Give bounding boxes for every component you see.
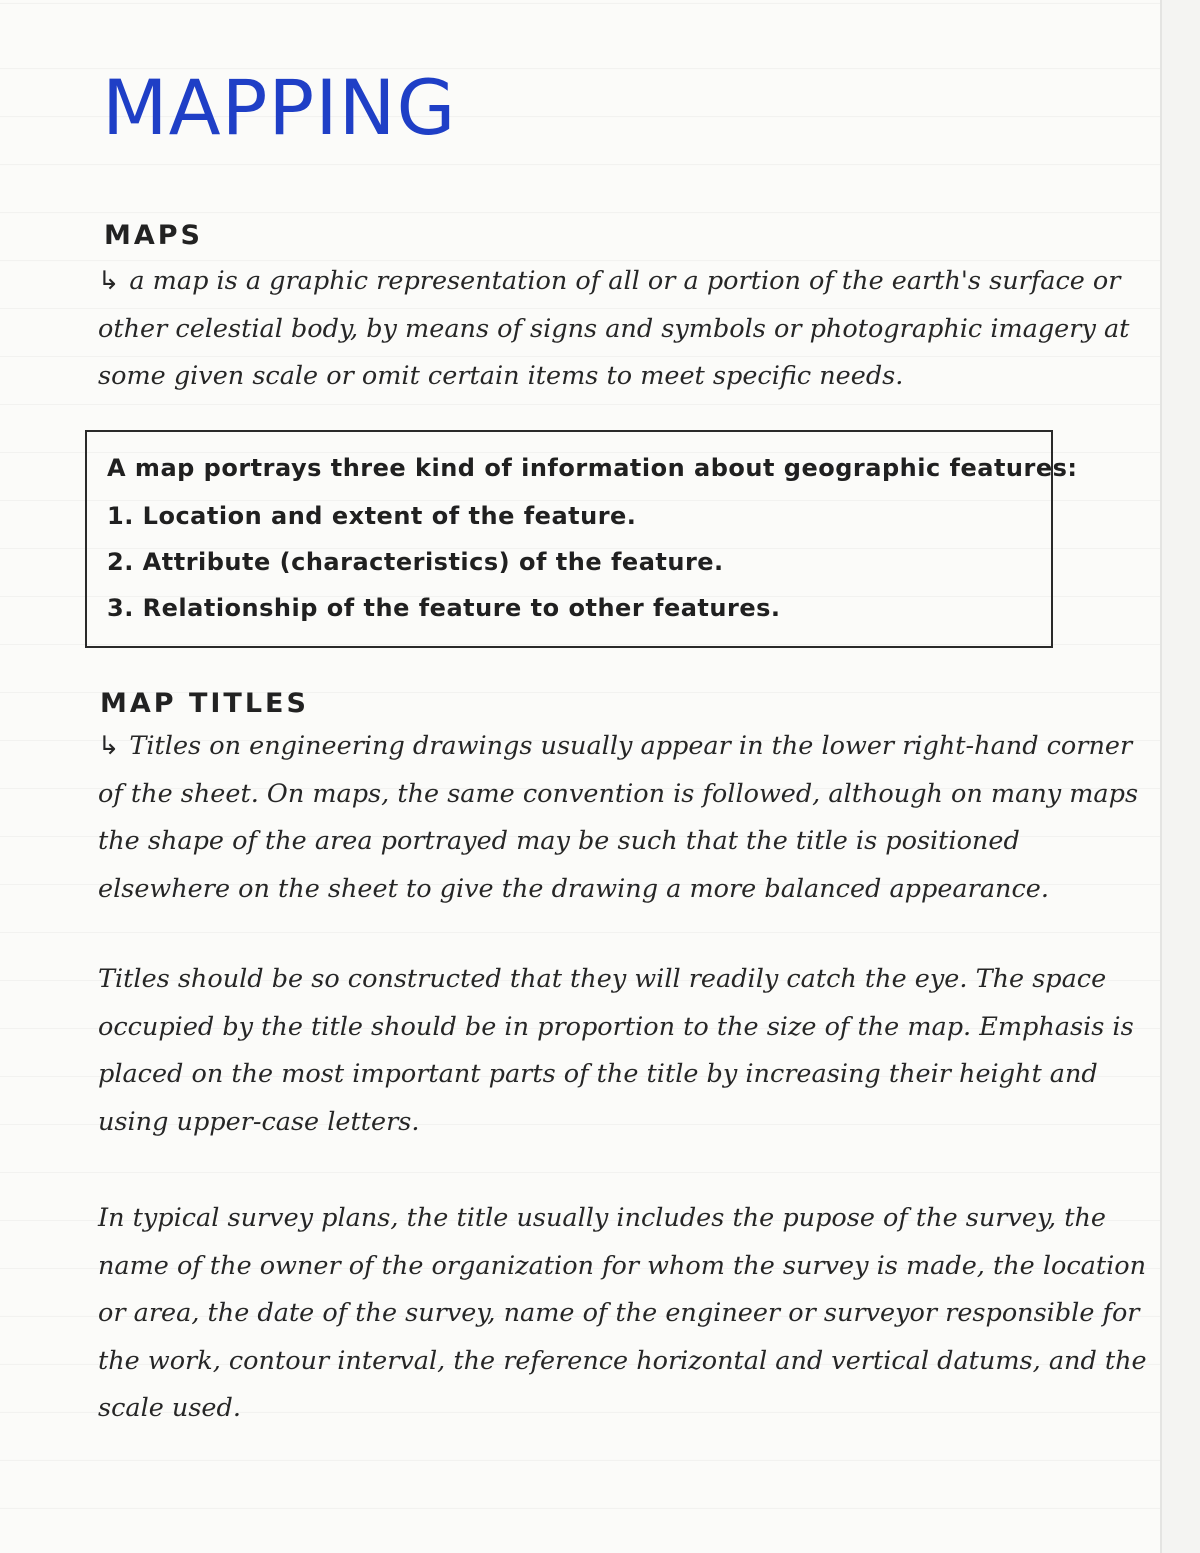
maps-definition-text: a map is a graphic representation of all or a portion of the earth's surface or other celestial body, by means of signs and symbols or photographic imagery at some given scale or omit certain items to meet specific needs.	[98, 266, 1130, 391]
section-heading-maps: MAPS	[104, 220, 203, 251]
info-box-intro: A map portrays three kind of information about geographic features:	[107, 454, 1078, 482]
info-box-item: 1. Location and extent of the feature.	[107, 502, 637, 530]
page-margin	[1162, 0, 1200, 1553]
info-box-item: 3. Relationship of the feature to other features.	[107, 594, 781, 622]
arrow-bullet-icon: ↳	[98, 731, 120, 761]
arrow-bullet-icon: ↳	[98, 266, 120, 296]
title-construction-paragraph: Titles should be so constructed that they will readily catch the eye. The space occupied by the title should be in proportion to the size of the map. Emphasis is placed on the most important parts of the title by increasing their height and using upper-case letters.	[98, 964, 1134, 1137]
page-title: MAPPING	[102, 63, 457, 152]
info-box-item: 2. Attribute (characteristics) of the feature.	[107, 548, 724, 576]
survey-plan-paragraph: In typical survey plans, the title usually includes the pupose of the survey, the name of the owner of the organization for whom the survey is made, the location or area, the date of the survey, name of the engineer or surveyor responsible for the work, contour interval, the reference horizontal and vertical datums, and the scale used.	[98, 1203, 1147, 1423]
maps-definition	[98, 258, 1148, 401]
map-titles-paragraph	[98, 723, 1148, 913]
info-box	[85, 430, 1078, 648]
section-heading-map-titles: MAP TITLES	[100, 688, 309, 719]
map-titles-paragraph-text: Titles on engineering drawings usually appear in the lower right-hand corner of the sheet. On maps, the same convention is followed, although on many maps the shape of the area portrayed may be such that the title is positioned elsewhere on the sheet to give the drawing a more balanced appearance.	[98, 731, 1139, 904]
